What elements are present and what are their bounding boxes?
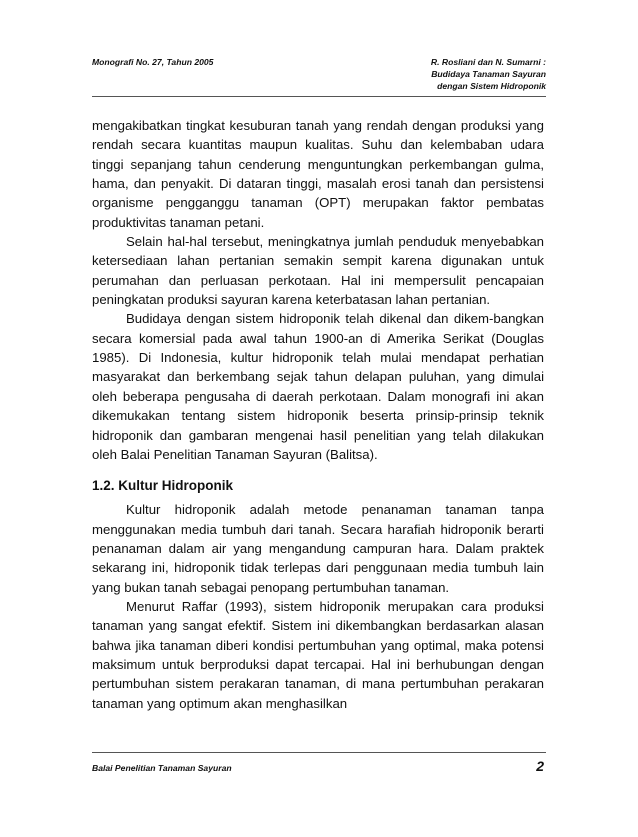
header-title-line-2: dengan Sistem Hidroponik [437,81,546,91]
paragraph: Selain hal-hal tersebut, meningkatnya jumlah penduduk menyebabkan ketersediaan lahan pertanian semakin sempit karena digunakan untuk perumahan dan perluasan perkotaan. Hal ini mempersulit pencapaian peningkatan produksi sayuran karena keterbatasan lahan pertanian. [92,234,544,308]
page-header [92,56,546,96]
paragraph: Budidaya dengan sistem hidroponik telah dikenal dan dikem-bangkan secara komersial pada awal tahun 1900-an di Amerika Serikat (Douglas 1985). Di Indonesia, kultur hidroponik telah mulai mendapat perhatian masyarakat dan berkembang sejak tahun delapan puluhan, yang dimulai oleh beberapa pengusaha di daerah perkotaan. Dalam monografi ini akan dikemukakan tentang sistem hidroponik beserta prinsip-prinsip teknik hidroponik dan gambaran mengenai hasil penelitian yang telah dilakukan oleh Balai Penelitian Tanaman Sayuran (Balitsa). [92,311,544,462]
page-footer [92,760,546,780]
header-author-title [431,56,546,92]
section-heading: 1.2. Kultur Hidroponik [92,478,234,494]
footer-institution: Balai Penelitian Tanaman Sayuran [92,763,232,773]
page-number: 2 [536,758,544,774]
footer-divider [92,752,546,753]
body-text [92,116,544,713]
header-authors: R. Rosliani dan N. Sumarni : [430,57,546,67]
paragraph: Kultur hidroponik adalah metode penanaman tanaman tanpa menggunakan media tumbuh dari tanah. Secara harafiah hidroponik berarti penanaman dalam air yang mengandung campuran hara. Dalam praktek sekarang ini, hidroponik tidak terlepas dari penggunaan media tumbuh lain yang bukan tanah sebagai penopang pertumbuhan tanaman. [92,502,544,595]
header-divider [92,96,546,97]
header-publication-info: Monografi No. 27, Tahun 2005 [92,57,214,67]
paragraph: Menurut Raffar (1993), sistem hidroponik merupakan cara produksi tanaman yang sangat efektif. Sistem ini dikembangkan berdasarkan alasan bahwa jika tanaman diberi kondisi pertumbuhan yang optimal, maka potensi maksimum untuk berproduksi dapat tercapai. Hal ini berhubungan dengan pertumbuhan sistem perakaran tanaman, di mana pertumbuhan perakaran tanaman yang optimum akan menghasilkan [92,598,544,711]
paragraph-continued: mengakibatkan tingkat kesuburan tanah yang rendah dengan produksi yang rendah secara kuantitas maupun kualitas. Suhu dan kelembaban udara tinggi sepanjang tahun cenderung menguntungkan perkembangan gulma, hama, dan penyakit. Di dataran tinggi, masalah erosi tanah dan persistensi organisme pengganggu tanaman (OPT) merupakan faktor pembatas produktivitas tanaman petani. [92,118,544,230]
header-title-line-1: Budidaya Tanaman Sayuran [431,69,546,79]
